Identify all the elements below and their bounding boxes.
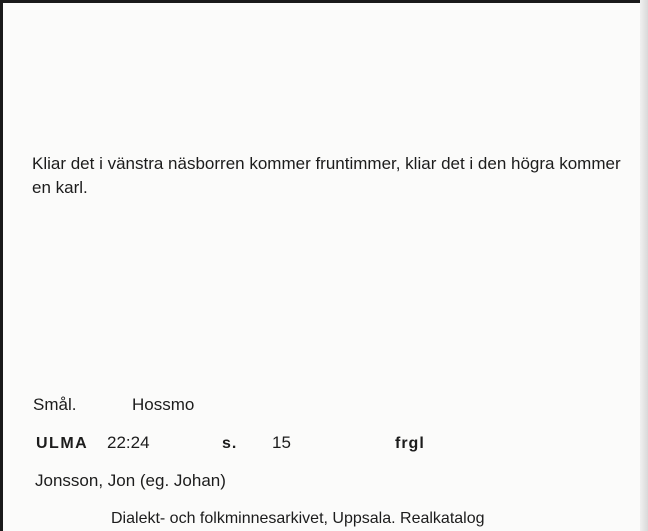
page-number: 15 bbox=[272, 433, 291, 452]
archive-code: ULMA bbox=[36, 435, 89, 452]
card-edge-shadow bbox=[640, 0, 648, 531]
volume-number: 22:24 bbox=[107, 433, 150, 452]
informant-name: Jonsson, Jon (eg. Johan) bbox=[35, 471, 226, 490]
card-text: Kliar det i vänstra näsborren kommer fruntimmer, kliar det i den högra kommer en karl. bbox=[32, 154, 621, 197]
place-label: Hossmo bbox=[132, 395, 195, 414]
category-code: frgl bbox=[395, 435, 425, 452]
region-label: Smål. bbox=[33, 395, 77, 414]
page-label: s. bbox=[222, 435, 238, 452]
card-footer: Dialekt- och folkminnesarkivet, Uppsala. Realkatalog bbox=[111, 510, 485, 527]
